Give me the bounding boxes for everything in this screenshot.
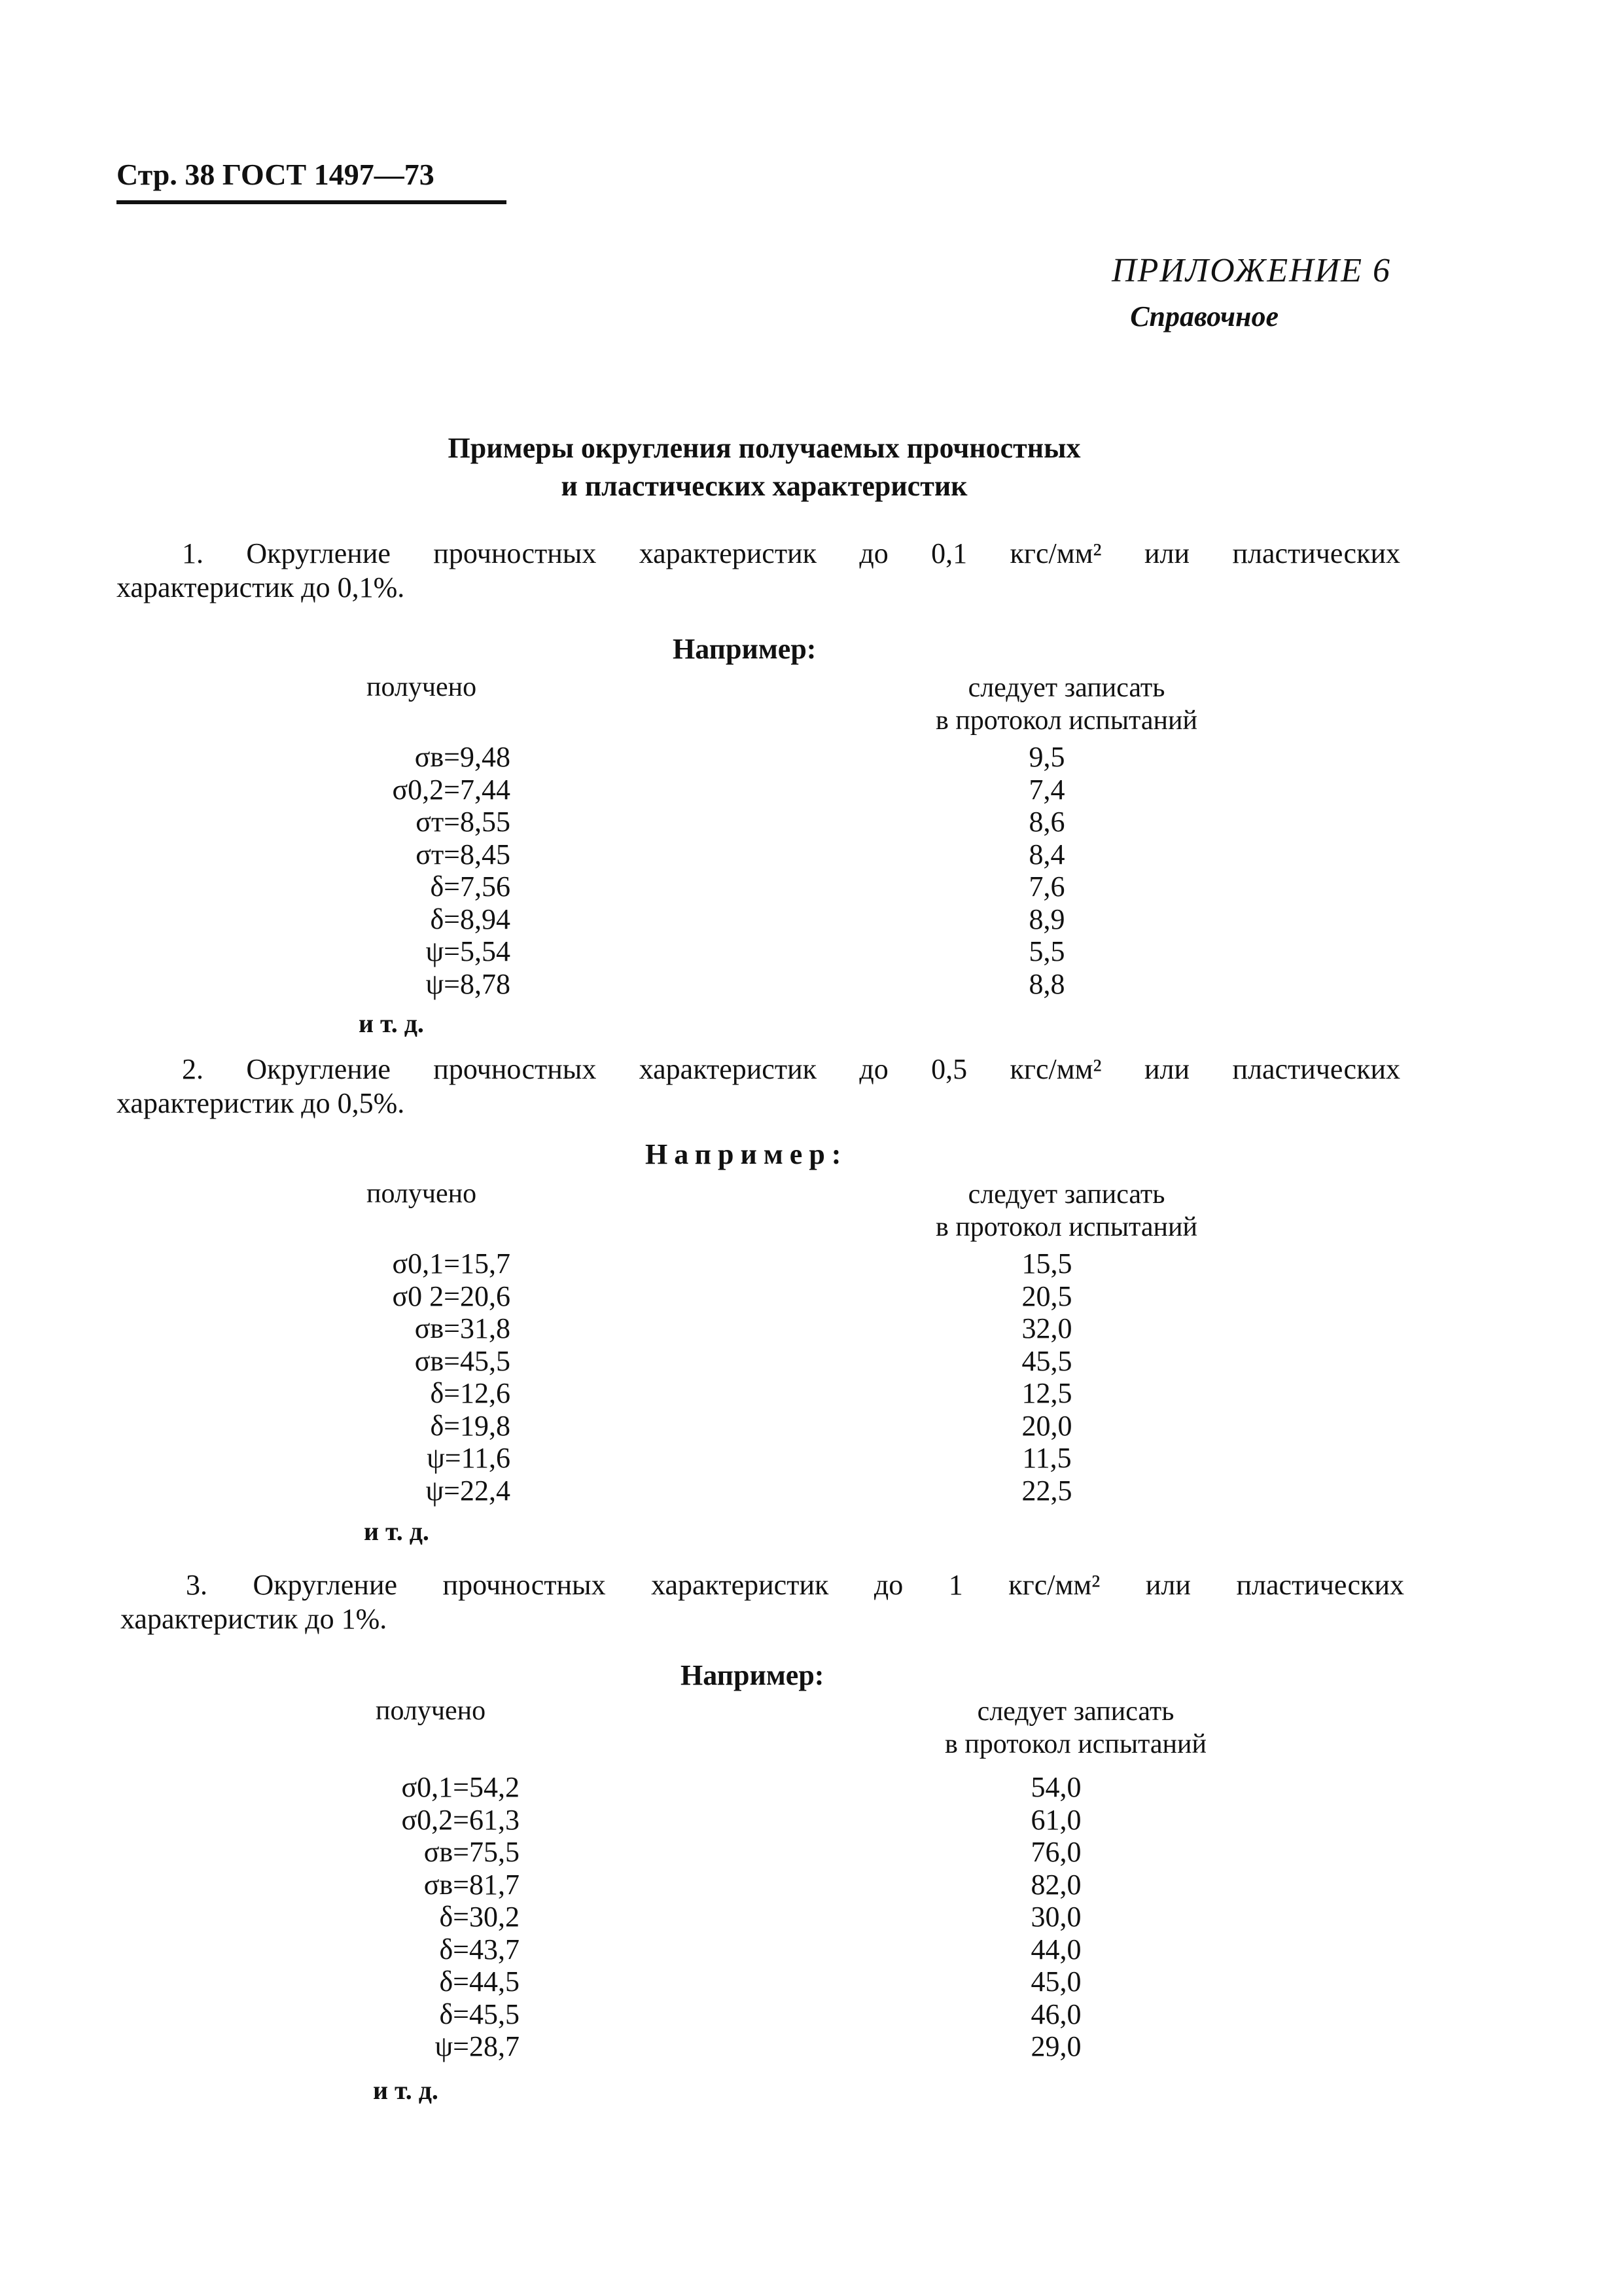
- list-item: σ0,1=54,2: [401, 1771, 520, 1803]
- list-item: 8,4: [1029, 838, 1065, 870]
- section-3-obtained-list: [349, 1771, 520, 2063]
- list-item: δ=19,8: [430, 1409, 510, 1442]
- list-item: 32,0: [1021, 1312, 1072, 1344]
- list-item: σв=31,8: [414, 1312, 510, 1344]
- section-3-etc: и т. д.: [373, 2075, 438, 2105]
- list-item: 8,9: [1029, 903, 1065, 935]
- list-item: 9,5: [1029, 741, 1065, 773]
- section-2-col-recorded: следует записать в протокол испытаний: [936, 1179, 1197, 1242]
- list-item: σв=45,5: [414, 1344, 510, 1377]
- list-item: σв=81,7: [423, 1868, 520, 1901]
- section-2-para-line-1: 2. Округление прочностных характеристик до 0,5 кгс/мм² или пластических: [182, 1053, 1400, 1085]
- list-item: ψ=28,7: [434, 2030, 520, 2062]
- section-1-para-line-2: характеристик до 0,1%.: [116, 571, 405, 603]
- list-item: 5,5: [1029, 935, 1065, 967]
- page-header: Стр. 38 ГОСТ 1497—73: [116, 158, 434, 191]
- list-item: δ=7,56: [430, 870, 510, 903]
- list-item: 54,0: [1031, 1771, 1082, 1803]
- list-item: σ0 2=20,6: [392, 1280, 510, 1312]
- section-3-example-label: Например:: [680, 1659, 824, 1691]
- list-item: σт=8,55: [415, 806, 510, 838]
- list-item: ψ=8,78: [425, 967, 510, 1000]
- list-item: δ=45,5: [439, 1998, 520, 2030]
- list-item: σ0,1=15,7: [392, 1247, 510, 1280]
- document-title: [0, 429, 1607, 505]
- list-item: δ=30,2: [439, 1901, 520, 1933]
- section-1-etc: и т. д.: [359, 1009, 424, 1038]
- document-title-line-1: Примеры округления получаемых прочностных: [448, 432, 1081, 464]
- list-item: δ=8,94: [430, 903, 510, 935]
- list-item: 20,5: [1021, 1280, 1072, 1312]
- list-item: 8,6: [1029, 806, 1065, 838]
- list-item: 76,0: [1031, 1836, 1082, 1868]
- section-1-col-obtained: получено: [366, 672, 477, 702]
- section-2-example-label: Например:: [645, 1138, 848, 1170]
- section-2-recorded-list: [1001, 1247, 1093, 1507]
- section-2-obtained-list: [340, 1247, 510, 1507]
- section-3-para-line-2: характеристик до 1%.: [120, 1603, 387, 1635]
- list-item: σт=8,45: [415, 838, 510, 870]
- list-item: 30,0: [1031, 1901, 1082, 1933]
- list-item: ψ=22,4: [425, 1474, 510, 1507]
- list-item: δ=43,7: [439, 1933, 520, 1965]
- section-2-para-line-2: характеристик до 0,5%.: [116, 1087, 405, 1119]
- list-item: 22,5: [1021, 1474, 1072, 1507]
- appendix-subtitle: Справочное: [1130, 300, 1279, 332]
- list-item: σв=75,5: [423, 1836, 520, 1868]
- section-1-recorded-list: [1001, 741, 1093, 1000]
- section-1-example-label: Например:: [673, 633, 817, 665]
- list-item: 20,0: [1021, 1409, 1072, 1442]
- list-item: 46,0: [1031, 1998, 1082, 2030]
- section-2-paragraph: [116, 1052, 1400, 1121]
- list-item: 15,5: [1021, 1247, 1072, 1280]
- list-item: 61,0: [1031, 1803, 1082, 1836]
- header-rule: [116, 200, 506, 204]
- list-item: 7,6: [1029, 870, 1065, 903]
- section-1-col-recorded: следует записать в протокол испытаний: [936, 673, 1197, 736]
- section-3-recorded-list: [1010, 1771, 1102, 2063]
- list-item: σ0,2=61,3: [401, 1803, 520, 1836]
- section-2-etc: и т. д.: [364, 1516, 429, 1546]
- section-3-paragraph: [120, 1568, 1404, 1636]
- section-3-col-obtained: получено: [376, 1696, 486, 1726]
- list-item: σв=9,48: [414, 741, 510, 773]
- list-item: σ0,2=7,44: [392, 773, 510, 806]
- section-3-col-recorded: следует записать в протокол испытаний: [945, 1696, 1207, 1759]
- list-item: 12,5: [1021, 1377, 1072, 1409]
- list-item: δ=12,6: [430, 1377, 510, 1409]
- list-item: 29,0: [1031, 2030, 1082, 2062]
- list-item: 45,5: [1021, 1344, 1072, 1377]
- appendix-title: ПРИЛОЖЕНИЕ 6: [1112, 252, 1391, 289]
- list-item: 7,4: [1029, 773, 1065, 806]
- section-1-paragraph: [116, 537, 1400, 605]
- list-item: 82,0: [1031, 1868, 1082, 1901]
- section-1-para-line-1: 1. Округление прочностных характеристик до 0,1 кгс/мм² или пластических: [182, 537, 1400, 569]
- section-3-para-line-1: 3. Округление прочностных характеристик до 1 кгс/мм² или пластических: [186, 1569, 1404, 1601]
- list-item: 45,0: [1031, 1965, 1082, 1998]
- list-item: 8,8: [1029, 967, 1065, 1000]
- list-item: ψ=5,54: [425, 935, 510, 967]
- list-item: 44,0: [1031, 1933, 1082, 1965]
- list-item: 11,5: [1022, 1442, 1072, 1474]
- section-1-obtained-list: [340, 741, 510, 1000]
- list-item: δ=44,5: [439, 1965, 520, 1998]
- list-item: ψ=11,6: [427, 1442, 510, 1474]
- section-2-col-obtained: получено: [366, 1179, 477, 1209]
- document-title-line-2: и пластических характеристик: [561, 470, 968, 502]
